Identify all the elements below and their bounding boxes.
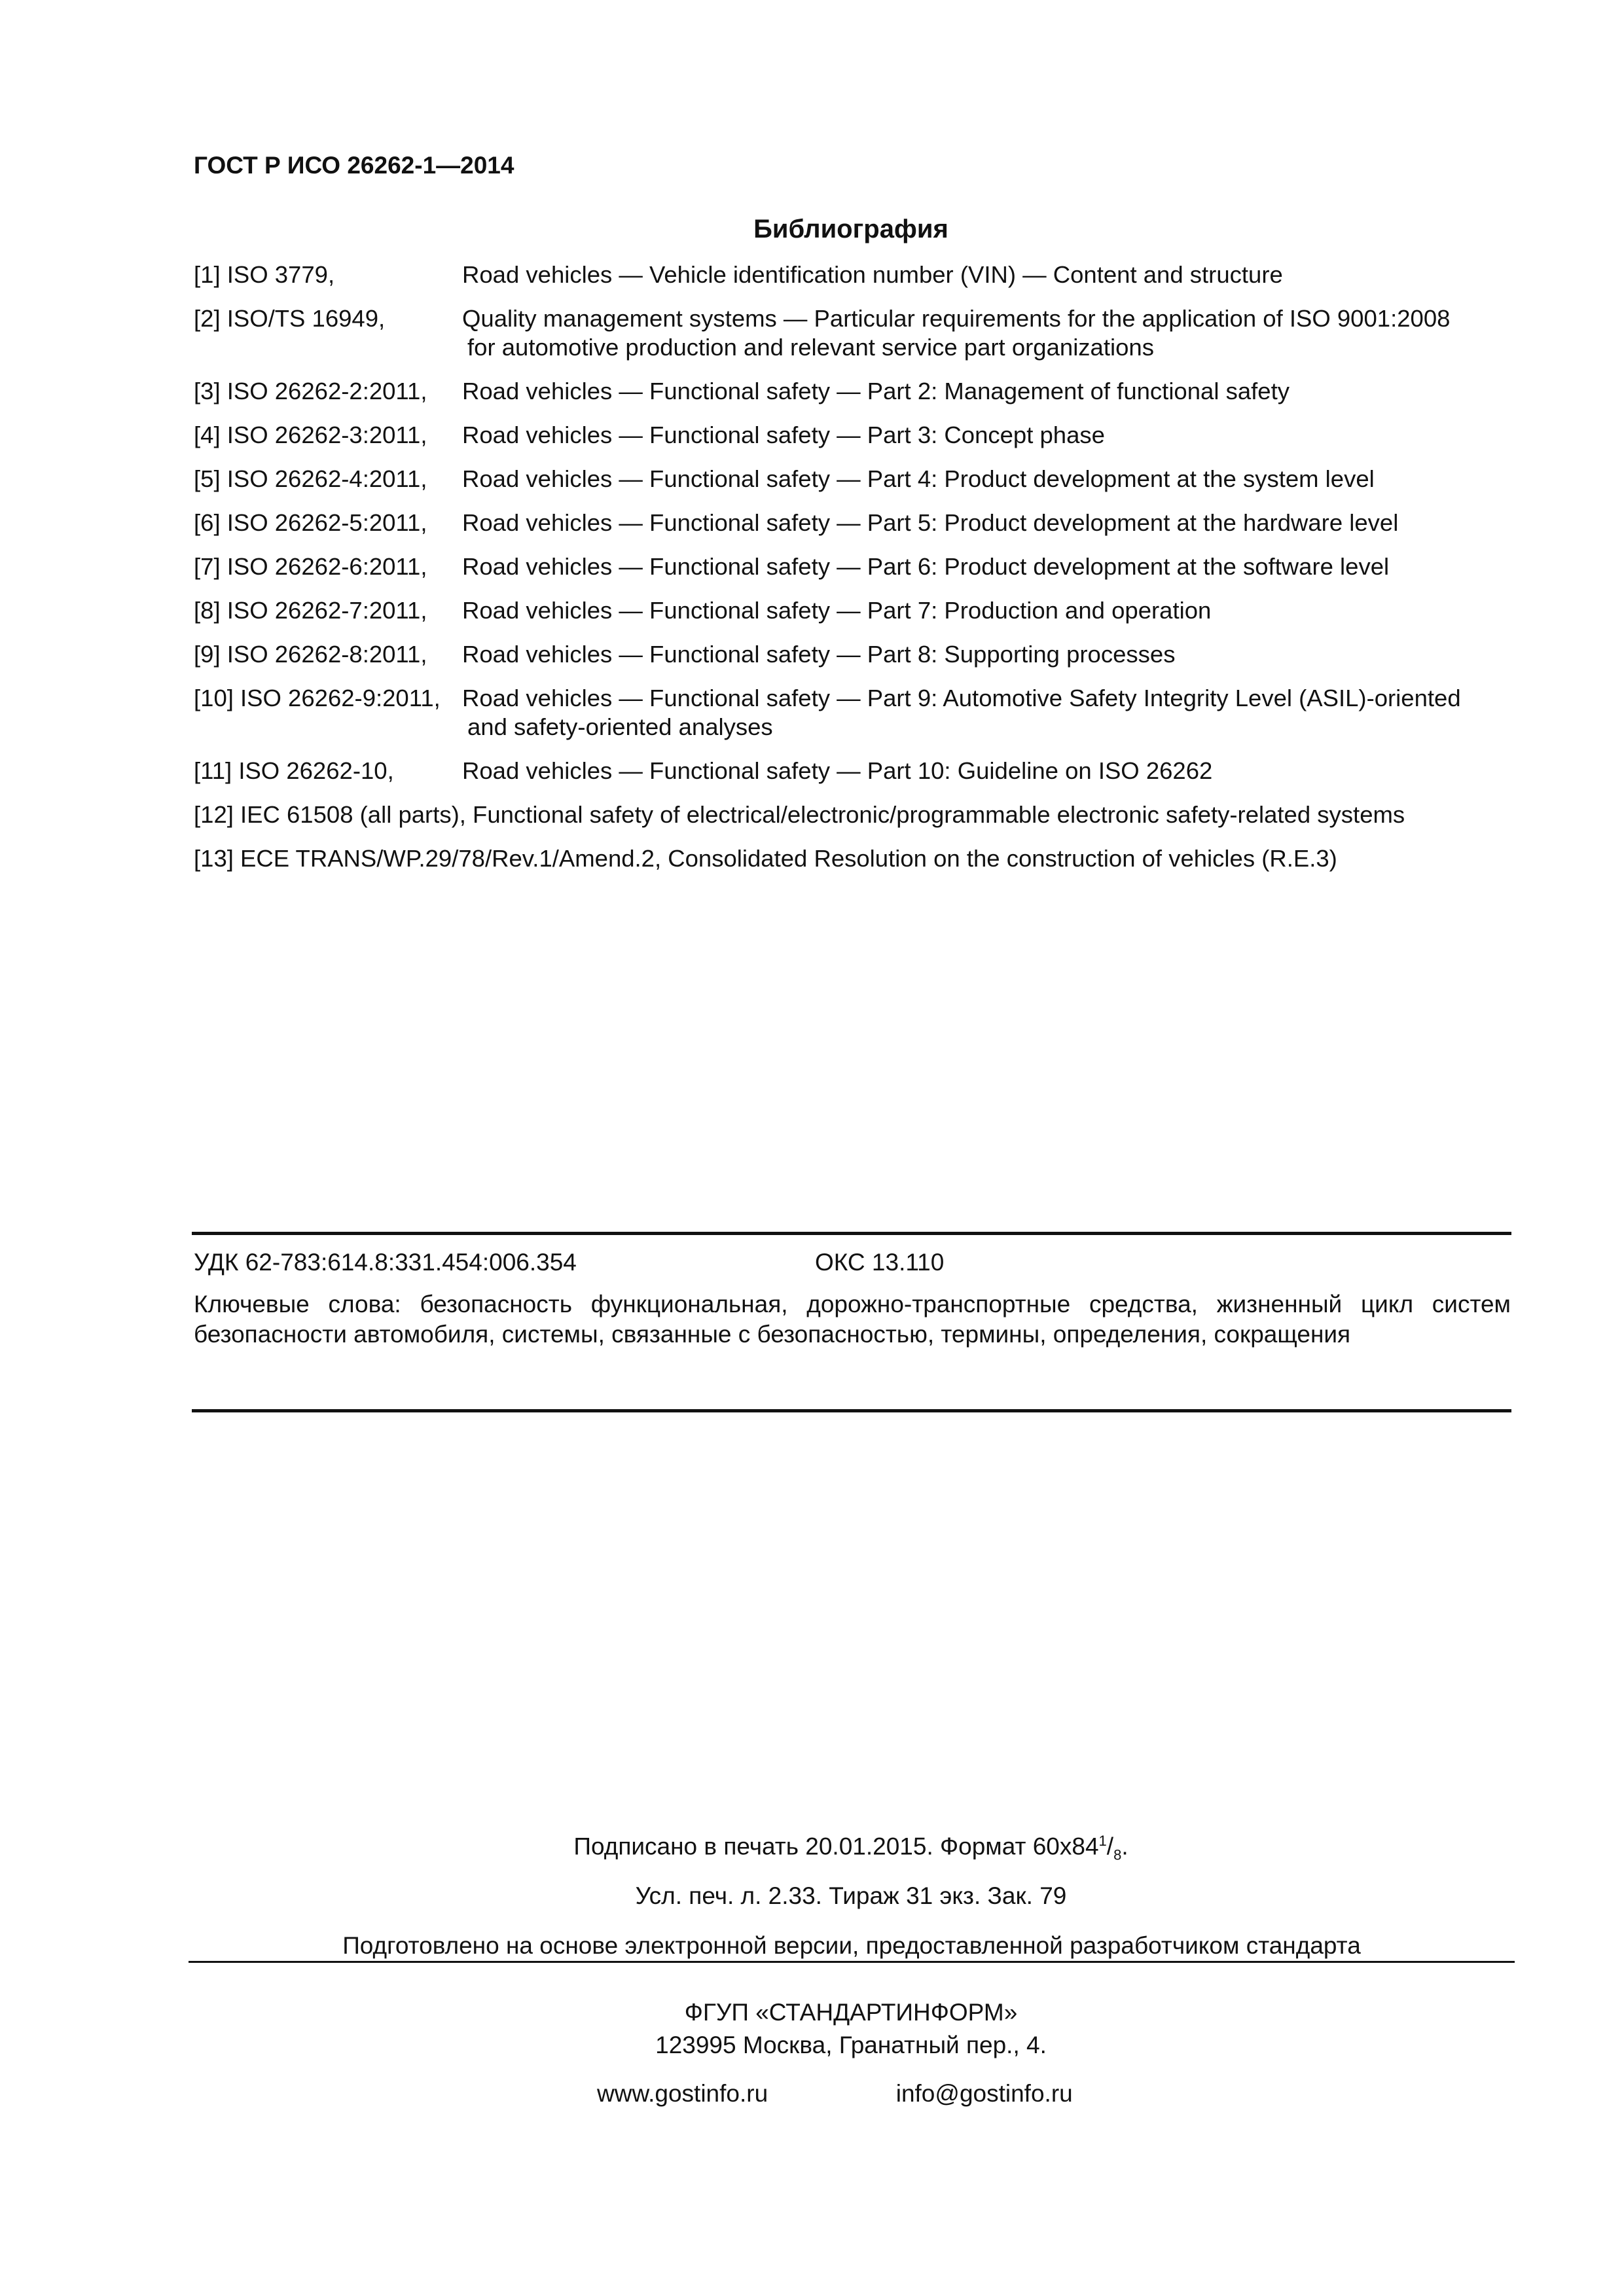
bibliography-ref: [7] ISO 26262-6:2011, bbox=[194, 553, 427, 580]
bibliography-item bbox=[194, 640, 1516, 669]
imprint-rule bbox=[189, 1961, 1515, 1963]
bibliography-item bbox=[194, 377, 1516, 406]
bibliography-title-line: Road vehicles — Functional safety — Part 8: Supporting processes bbox=[462, 641, 1176, 668]
bibliography-item bbox=[194, 260, 1516, 289]
signed-suffix: . bbox=[1121, 1833, 1128, 1860]
bibliography-ref: [9] ISO 26262-8:2011, bbox=[194, 641, 427, 668]
bibliography-item bbox=[194, 552, 1516, 581]
bibliography-title-line: Road vehicles — Vehicle identification number (VIN) — Content and structure bbox=[462, 261, 1283, 288]
bibliography-item bbox=[194, 304, 1516, 362]
udk-code: УДК 62-783:614.8:331.454:006.354 bbox=[194, 1249, 577, 1276]
bibliography-title-line: Road vehicles — Functional safety — Part 2: Management of functional safety bbox=[462, 378, 1290, 404]
publisher-name: ФГУП «СТАНДАРТИНФОРМ» bbox=[684, 1999, 1018, 2026]
bibliography-ref: [10] ISO 26262-9:2011, bbox=[194, 685, 441, 711]
oks-code: ОКС 13.110 bbox=[815, 1249, 945, 1276]
signed-text: Подписано в печать 20.01.2015. Формат 60x84 bbox=[573, 1833, 1099, 1860]
publisher-address: 123995 Москва, Гранатный пер., 4. bbox=[655, 2032, 1047, 2058]
bibliography-title-line: for automotive production and relevant service part organizations bbox=[467, 334, 1154, 361]
bibliography-ref: [6] ISO 26262-5:2011, bbox=[194, 509, 427, 536]
prepared-note: Подготовлено на основе электронной версии, предоставленной разработчиком стандарта bbox=[342, 1932, 1361, 1959]
format-sup: 1 bbox=[1098, 1833, 1107, 1849]
bibliography-ref: [5] ISO 26262-4:2011, bbox=[194, 465, 427, 492]
bibliography-item bbox=[194, 684, 1516, 742]
bibliography-ref: [11] ISO 26262-10, bbox=[194, 757, 394, 784]
email-link[interactable]: info@gostinfo.ru bbox=[895, 2080, 1073, 2107]
bibliography-item bbox=[194, 596, 1516, 625]
bibliography-title-line: Road vehicles — Functional safety — Part 5: Product development at the hardware level bbox=[462, 509, 1399, 536]
bottom-rule bbox=[192, 1409, 1511, 1412]
keywords-paragraph: Ключевые слова: безопасность функциональная, дорожно-транспортные средства, жизненный цикл систем безопасности автомобиля, системы, связанные с безопасностью, термины, определения, сокращения bbox=[194, 1291, 1511, 1348]
bibliography-item bbox=[194, 465, 1516, 493]
bibliography-entry: [12] IEC 61508 (all parts), Functional safety of electrical/electronic/programmable electronic safety-related systems bbox=[194, 801, 1405, 828]
website-link[interactable]: www.gostinfo.ru bbox=[597, 2080, 768, 2107]
bibliography-list bbox=[194, 260, 1516, 873]
bibliography-item bbox=[194, 421, 1516, 450]
bibliography-item bbox=[194, 800, 1516, 829]
signed-for-print bbox=[0, 1833, 1624, 1864]
bibliography-item bbox=[194, 757, 1516, 785]
bibliography-ref: [3] ISO 26262-2:2011, bbox=[194, 378, 427, 404]
bibliography-title: Библиография bbox=[753, 215, 948, 243]
bibliography-ref: [2] ISO/TS 16949, bbox=[194, 305, 386, 332]
bibliography-title-line: and safety-oriented analyses bbox=[467, 713, 773, 740]
bibliography-title-line: Road vehicles — Functional safety — Part 10: Guideline on ISO 26262 bbox=[462, 757, 1213, 784]
format-slash: / bbox=[1106, 1833, 1114, 1860]
bibliography-ref: [8] ISO 26262-7:2011, bbox=[194, 597, 427, 624]
bibliography-ref: [1] ISO 3779, bbox=[194, 261, 335, 288]
publisher-contacts bbox=[597, 2080, 1073, 2108]
bibliography-title-line: Road vehicles — Functional safety — Part 4: Product development at the system level bbox=[462, 465, 1375, 492]
bibliography-title-line: Road vehicles — Functional safety — Part 9: Automotive Safety Integrity Level (ASIL)-oriented bbox=[462, 685, 1461, 711]
bibliography-title-line: Road vehicles — Functional safety — Part 6: Product development at the software level bbox=[462, 553, 1390, 580]
bibliography-item bbox=[194, 844, 1516, 873]
bibliography-title-line: Quality management systems — Particular requirements for the application of ISO 9001:2008 bbox=[462, 305, 1451, 332]
bibliography-ref: [4] ISO 26262-3:2011, bbox=[194, 422, 427, 448]
bibliography-entry: [13] ECE TRANS/WP.29/78/Rev.1/Amend.2, Consolidated Resolution on the construction of vehicles (R.E.3) bbox=[194, 845, 1337, 872]
top-rule bbox=[192, 1232, 1511, 1235]
bibliography-item bbox=[194, 509, 1516, 537]
standard-code-header: ГОСТ Р ИСО 26262-1—2014 bbox=[194, 152, 514, 179]
print-info: Усл. печ. л. 2.33. Тираж 31 экз. Зак. 79 bbox=[635, 1882, 1067, 1909]
format-sub: 8 bbox=[1113, 1846, 1122, 1863]
bibliography-title-line: Road vehicles — Functional safety — Part 3: Concept phase bbox=[462, 422, 1105, 448]
bibliography-title-line: Road vehicles — Functional safety — Part 7: Production and operation bbox=[462, 597, 1212, 624]
